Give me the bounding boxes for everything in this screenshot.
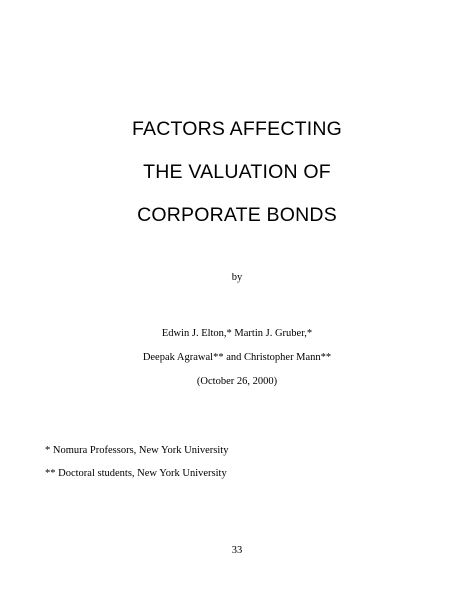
date: (October 26, 2000) <box>196 376 278 387</box>
page-number: 33 <box>231 545 243 556</box>
byline: by <box>231 272 243 283</box>
footnote-1: * Nomura Professors, New York University <box>45 445 229 456</box>
footnote-2: ** Doctoral students, New York University <box>45 468 227 479</box>
title-line-1: FACTORS AFFECTING <box>132 118 342 140</box>
title-line-3: CORPORATE BONDS <box>137 204 337 226</box>
title-line-2: THE VALUATION OF <box>143 161 331 183</box>
authors-line-1: Edwin J. Elton,* Martin J. Gruber,* <box>161 328 313 339</box>
authors-line-2: Deepak Agrawal** and Christopher Mann** <box>142 352 332 363</box>
